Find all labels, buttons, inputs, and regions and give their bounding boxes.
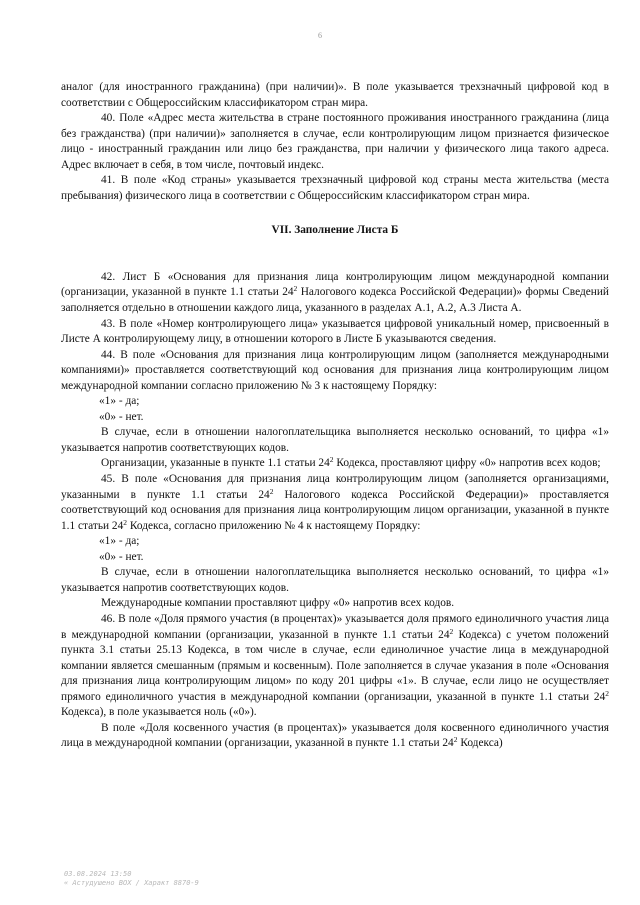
paragraph-42: 42. Лист Б «Основания для признания лица контролирующим лицом международной компании (организации, указанной в пункте 1.1 статьи $24^2$ Налогового кодекса Российской Федерации)» формы Сведений заполняется отдельно в отношении каждого лица, указанного в разделах А.1, А.2, А.3 Листа А. (61, 270, 609, 315)
option-yes: «1» - да; (99, 395, 140, 408)
paragraph-39-tail: аналог (для иностранного гражданина) (при наличии)». В поле указывается трехзначный цифровой код в соответствии с Общероссийским классификатором стран мира. (61, 81, 609, 109)
superscript: 2 (449, 626, 454, 636)
paragraph-46: 46. В поле «Доля прямого участия (в процентах)» указывается доля прямого единоличного участия лица в международной компании (организации, указанной в пункте 1.1 статьи $24^2$ Кодекса) с учетом положений пункта 3.1 статьи 25.13 Кодекса, в том числе в случае, если единоличное участие лица в международной компании является смешанным (прямым и косвенным). Поле заполняется в случае указания в поле «Основания для признания лица контролирующим лицом» по коду 201 цифры «1». В случае, если лицо не осуществляет прямого единоличного участия в международной компании (организации, указанной в пункте 1.1 статьи $24^2$ Кодекса), в поле указывается ноль («0»). (61, 612, 609, 719)
footer-line-1: 03.08.2024 13:50 (64, 870, 132, 878)
document-footer-stamp (64, 870, 314, 888)
paragraph-multiple-bases: В случае, если в отношении налогоплательщика выполняется несколько оснований, то цифра «1» указывается напротив соответствующих кодов. (61, 426, 609, 454)
section-heading: VII. Заполнение Листа Б (271, 224, 399, 237)
superscript: 2 (293, 284, 298, 294)
page-number: 6 (318, 31, 322, 40)
document-body (61, 80, 609, 752)
paragraph-indirect-share: В поле «Доля косвенного участия (в процентах)» указывается доля косвенного единоличного участия лица в международной компании (организации, указанной в пункте 1.1 статьи $24^2$ Кодекса) (61, 721, 609, 750)
paragraph-45: 45. В поле «Основания для признания лица контролирующим лицом (заполняется организациями, указанными в пункте 1.1 статьи $24^2$ Налогового кодекса Российской Федерации)» проставляется соответствующий код основания для признания лица контролирующим лицом организации, указанной в пункте 1.1 статьи $24^2$ Кодекса, согласно приложению № 4 к настоящему Порядку: (61, 473, 609, 532)
paragraph-international-companies: Международные компании проставляют цифру «0» напротив всех кодов. (101, 597, 455, 610)
paragraph-organizations: Организации, указанные в пункте 1.1 статьи $24^2$ Кодекса, проставляют цифру «0» напротив всех кодов; (101, 455, 601, 470)
paragraph-40: 40. Поле «Адрес места жительства в стране постоянного проживания иностранного гражданина (лица без гражданства) (при наличии)» заполняется в случае, если контролирующим лицом признается физическое лицо - иностранный гражданин или лицо без гражданства, при наличии у физического лица такого адреса. Адрес включает в себя, в том числе, почтовый индекс. (61, 112, 609, 171)
option-no: «0» - нет. (99, 410, 144, 423)
superscript: 2 (269, 486, 274, 496)
paragraph-multiple-bases-2: В случае, если в отношении налогоплательщика выполняется несколько оснований, то цифра «1» указывается напротив соответствующих кодов. (61, 566, 609, 594)
option-yes-2: «1» - да; (99, 535, 140, 548)
paragraph-44: 44. В поле «Основания для признания лица контролирующим лицом (заполняется международными компаниями)» проставляется соответствующий код основания для признания лица контролирующим лицом международной компании согласно приложению № 3 к настоящему Порядку: (61, 348, 609, 392)
superscript: 2 (329, 455, 334, 465)
superscript: 2 (123, 517, 128, 527)
paragraph-41: 41. В поле «Код страны» указывается трехзначный цифровой код страны места жительства (места пребывания) физического лица в соответствии с Общероссийским классификатором стран мира. (61, 174, 609, 202)
paragraph-43: 43. В поле «Номер контролирующего лица» указывается цифровой уникальный номер, присвоенный в Листе А контролирующему лицу, в отношении которого в Листе Б указываются сведения. (61, 317, 609, 346)
superscript: 2 (605, 688, 609, 698)
option-no-2: «0» - нет. (99, 550, 144, 563)
footer-line-2: « Астудушено ВОХ / Характ 8870-9 (64, 879, 199, 887)
superscript: 2 (453, 735, 458, 745)
